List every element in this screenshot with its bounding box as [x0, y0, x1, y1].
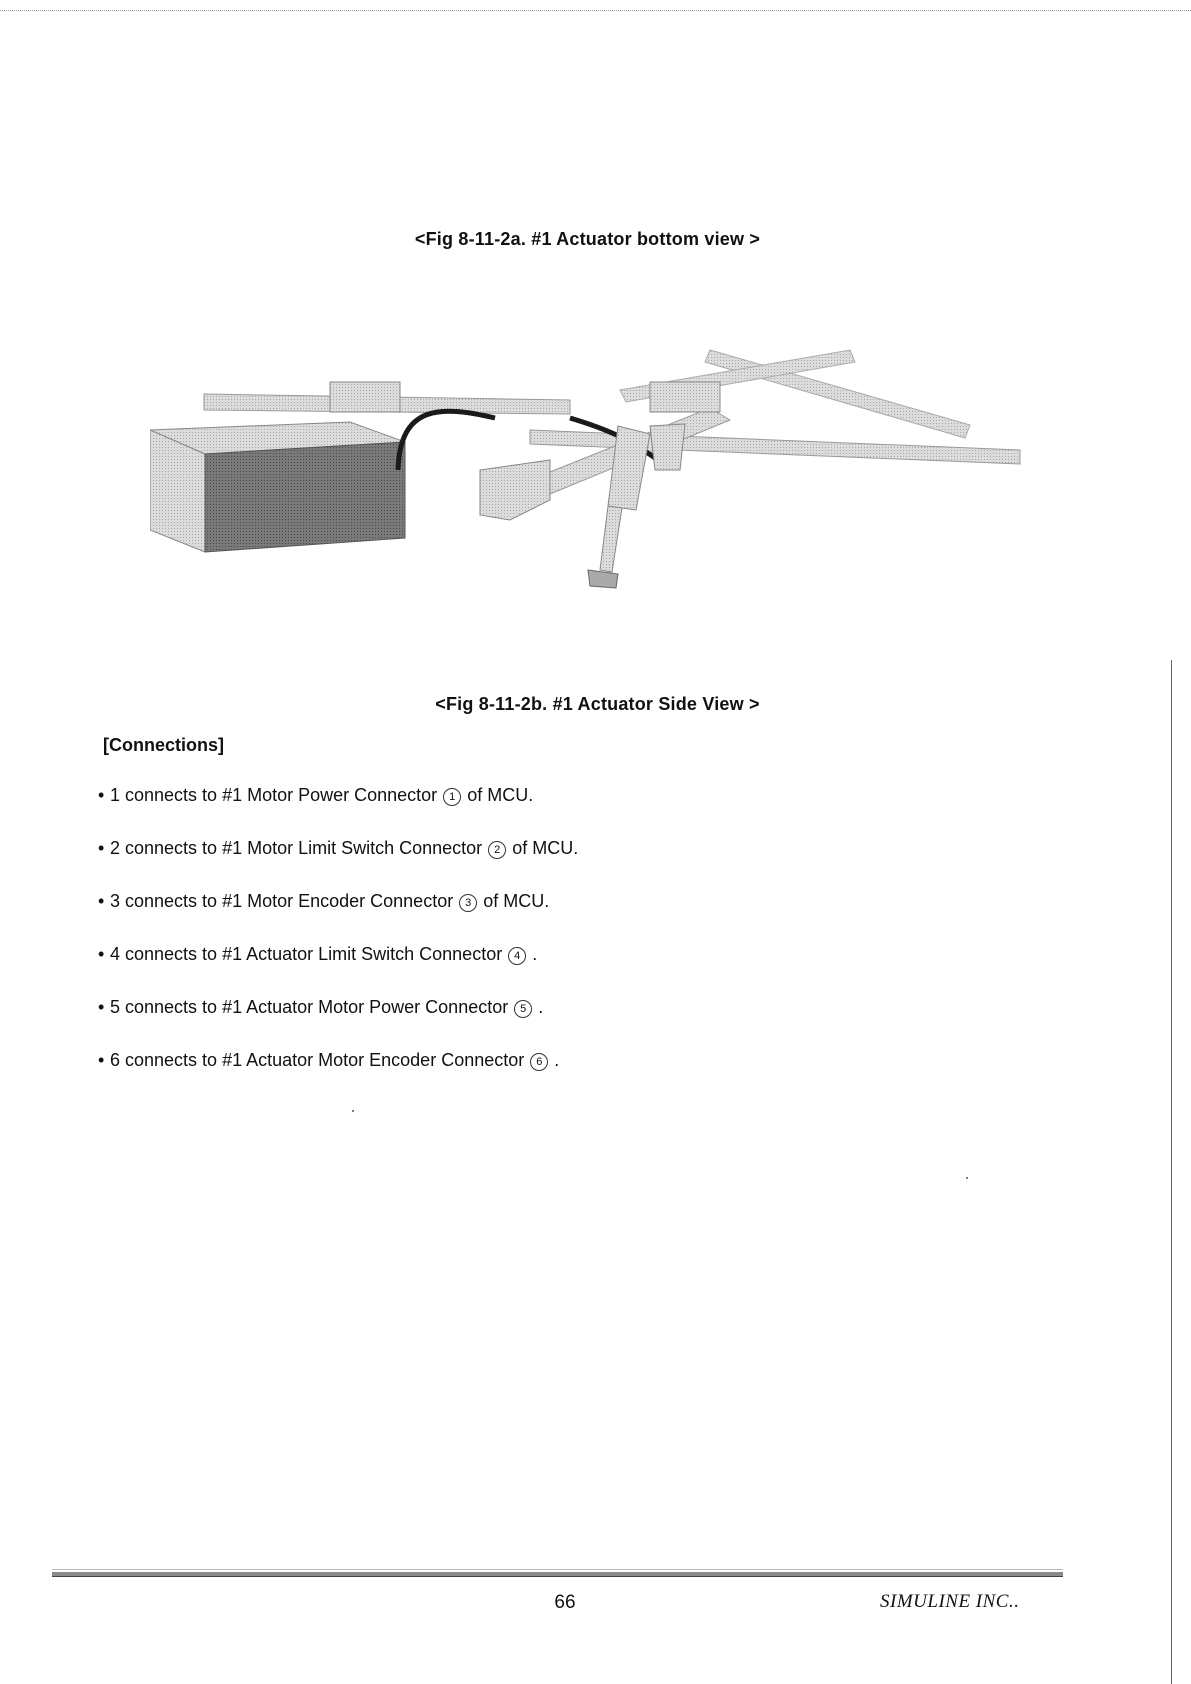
connection-text: 1 connects to #1 Motor Power Connector	[110, 785, 438, 805]
connection-suffix: .	[554, 1050, 560, 1070]
left-cable	[398, 411, 495, 470]
connection-text: 5 connects to #1 Actuator Motor Power Connector	[110, 997, 509, 1017]
actuator-side-view-figure	[150, 330, 1030, 650]
connections-list	[98, 785, 578, 1103]
company-name: SIMULINE INC..	[880, 1591, 1020, 1612]
actuator-motor	[650, 424, 685, 470]
bullet-icon: •	[98, 1050, 105, 1070]
connection-text: 2 connects to #1 Motor Limit Switch Connector	[110, 838, 483, 858]
connection-suffix: of MCU.	[483, 891, 550, 911]
list-item	[98, 838, 578, 891]
list-item	[98, 1050, 578, 1103]
page-edge-line	[1171, 660, 1172, 1684]
figure-caption-b: <Fig 8-11-2b. #1 Actuator Side View >	[435, 694, 760, 714]
top-dotted-border	[0, 10, 1191, 11]
left-mount-plate	[330, 382, 400, 412]
list-item	[98, 997, 578, 1050]
lower-bracket	[480, 460, 550, 520]
bullet-icon: •	[98, 838, 105, 858]
list-item	[98, 944, 578, 997]
circled-number-icon: 6	[530, 1053, 548, 1071]
right-mount-plate	[650, 382, 720, 412]
list-item	[98, 891, 578, 944]
bullet-icon: •	[98, 785, 105, 805]
connection-text: 3 connects to #1 Motor Encoder Connector	[110, 891, 454, 911]
circled-number-icon: 5	[514, 1000, 532, 1018]
bullet-icon: •	[98, 997, 105, 1017]
footer-divider	[52, 1572, 1063, 1577]
circled-number-icon: 4	[508, 947, 526, 965]
scan-speck	[352, 1110, 354, 1112]
actuator-rod	[600, 506, 622, 572]
scan-speck	[966, 1177, 968, 1179]
page-number: 66	[554, 1592, 576, 1613]
connection-suffix: .	[538, 997, 544, 1017]
connection-text: 6 connects to #1 Actuator Motor Encoder Connector	[110, 1050, 525, 1070]
bullet-icon: •	[98, 891, 105, 911]
actuator-foot	[588, 570, 618, 588]
bullet-icon: •	[98, 944, 105, 964]
connection-text: 4 connects to #1 Actuator Limit Switch Connector	[110, 944, 503, 964]
circled-number-icon: 3	[459, 894, 477, 912]
circled-number-icon: 1	[443, 788, 461, 806]
figure-caption-a: <Fig 8-11-2a. #1 Actuator bottom view >	[414, 229, 761, 249]
list-item	[98, 785, 578, 838]
connection-suffix: of MCU.	[512, 838, 579, 858]
power-box-side	[205, 442, 405, 552]
circled-number-icon: 2	[488, 841, 506, 859]
connection-suffix: .	[532, 944, 538, 964]
connection-suffix: of MCU.	[467, 785, 534, 805]
connections-heading: [Connections]	[103, 735, 224, 755]
footer-divider-thin	[52, 1569, 1063, 1570]
